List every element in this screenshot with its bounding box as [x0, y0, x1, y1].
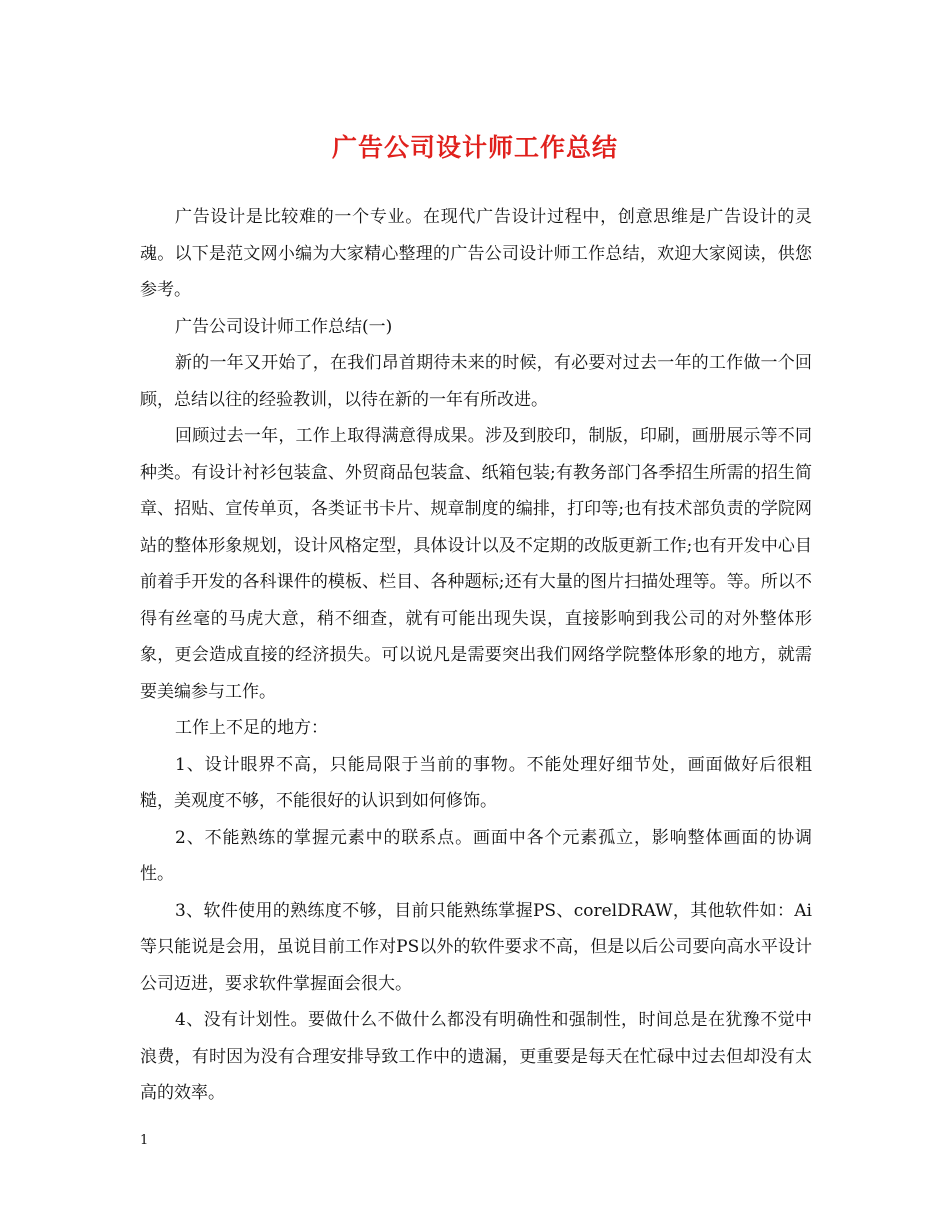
paragraph-opening: 新的一年又开始了，在我们昂首期待未来的时候，有必要对过去一年的工作做一个回顾，总结以往的经验教训，以待在新的一年有所改进。 — [140, 353, 812, 410]
shortcoming-item-1: 1、设计眼界不高，只能局限于当前的事物。不能处理好细节处，画面做好后很粗糙，美观度不够，不能很好的认识到如何修饰。 — [140, 754, 812, 811]
shortcomings-heading: 工作上不足的地方： — [175, 718, 328, 738]
shortcoming-item-4: 4、没有计划性。要做什么不做什么都没有明确性和强制性，时间总是在犹豫不觉中浪费，有时因为没有合理安排导致工作中的遗漏，更重要是每天在忙碌中过去但却没有太高的效率。 — [140, 1010, 812, 1103]
page-number: 1 — [140, 1133, 149, 1148]
section-heading: 广告公司设计师工作总结(一) — [175, 316, 393, 337]
document-title: 广告公司设计师工作总结 — [331, 133, 618, 162]
document-body — [140, 199, 812, 1112]
shortcoming-item-2: 2、不能熟练的掌握元素中的联系点。画面中各个元素孤立，影响整体画面的协调性。 — [140, 827, 812, 884]
shortcoming-item-3: 3、软件使用的熟练度不够，目前只能熟练掌握PS、corelDRAW，其他软件如：Ai等只能说是会用，虽说目前工作对PS以外的软件要求不高，但是以后公司要向高水平设计公司迈进，要求软件掌握面会很大。 — [140, 900, 812, 994]
paragraph-intro: 广告设计是比较难的一个专业。在现代广告设计过程中，创意思维是广告设计的灵魂。以下是范文网小编为大家精心整理的广告公司设计师工作总结，欢迎大家阅读，供您参考。 — [140, 207, 812, 300]
paragraph-review: 回顾过去一年，工作上取得满意得成果。涉及到胶印，制版，印刷，画册展示等不同种类。有设计衬衫包装盒、外贸商品包装盒、纸箱包装;有教务部门各季招生所需的招生简章、招贴、宣传单页，各类证书卡片、规章制度的编排，打印等;也有技术部负责的学院网站的整体形象规划，设计风格定型，具体设计以及不定期的改版更新工作;也有开发中心目前着手开发的各科课件的模板、栏目、各种题标;还有大量的图片扫描处理等。等。所以不得有丝毫的马虎大意，稍不细查，就有可能出现失误，直接影响到我公司的对外整体形象，更会造成直接的经济损失。可以说凡是需要突出我们网络学院整体形象的地方，就需要美编参与工作。 — [140, 426, 812, 702]
